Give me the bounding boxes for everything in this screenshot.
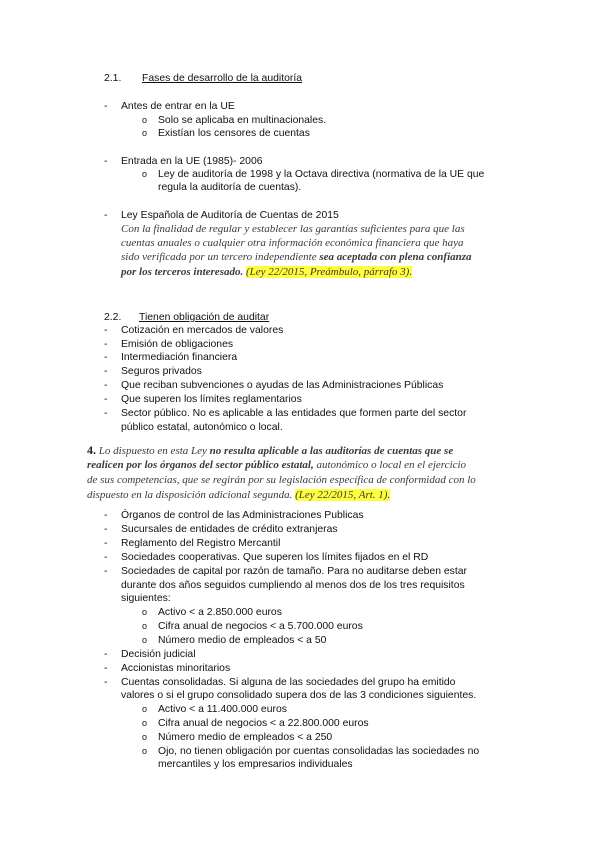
list-item: Que reciban subvenciones o ayudas de las Administraciones Públicas — [121, 380, 444, 391]
dash-bullet: - — [104, 552, 108, 563]
list-item: Sucursales de entidades de crédito extranjeras — [121, 524, 338, 535]
list-item: Ley Española de Auditoría de Cuentas de 2015 — [121, 210, 339, 221]
section-title-2-1: Fases de desarrollo de la auditoría — [142, 73, 302, 84]
article-quote-line: de sus competencias, que se regirán por su legislación específica de conformidad con lo — [87, 474, 476, 486]
list-item-cont: durante dos años seguidos cumpliendo al menos dos de los tres requisitos — [121, 580, 465, 591]
list-item-cont: siguientes: — [121, 593, 171, 604]
dash-bullet: - — [104, 408, 108, 419]
circle-bullet: o — [142, 635, 148, 645]
list-item: Antes de entrar en la UE — [121, 101, 235, 112]
circle-bullet: o — [142, 621, 148, 631]
dash-bullet: - — [104, 352, 108, 363]
sub-list-item: Número medio de empleados < a 250 — [158, 732, 333, 743]
dash-bullet: - — [104, 210, 108, 221]
article-quote-line: 4. Lo dispuesto en esta Ley no resulta aplicable a las auditorías de cuentas que se — [87, 443, 454, 457]
dash-bullet: - — [104, 325, 108, 336]
sub-list-item: Existían los censores de cuentas — [158, 128, 310, 139]
list-item-cont: valores o si el grupo consolidado supera dos de las 3 condiciones siguientes. — [121, 690, 477, 701]
quote-line: por los terceros interesado. (Ley 22/2015, Preámbulo, párrafo 3). — [121, 266, 413, 278]
circle-bullet: o — [142, 746, 148, 756]
dash-bullet: - — [104, 394, 108, 405]
sub-list-item: Activo < a 11.400.000 euros — [158, 704, 287, 715]
article-quote-line: realicen por los órganos del sector público estatal, autonómico o local en el ejercicio — [87, 459, 467, 471]
list-item: Accionistas minoritarios — [121, 663, 231, 674]
sub-list-item-cont: regula la auditoría de cuentas). — [158, 182, 302, 193]
section-number-2-1: 2.1. — [104, 73, 122, 84]
dash-bullet: - — [104, 663, 108, 674]
dash-bullet: - — [104, 649, 108, 660]
list-item: Decisión judicial — [121, 649, 196, 660]
circle-bullet: o — [142, 128, 148, 138]
list-item: Emisión de obligaciones — [121, 339, 234, 350]
circle-bullet: o — [142, 607, 148, 617]
list-item: Intermediación financiera — [121, 352, 238, 363]
sub-list-item: Activo < a 2.850.000 euros — [158, 607, 282, 618]
circle-bullet: o — [142, 732, 148, 742]
dash-bullet: - — [104, 339, 108, 350]
circle-bullet: o — [142, 115, 148, 125]
sub-list-item: Ley de auditoría de 1998 y la Octava directiva (normativa de la UE que — [158, 169, 485, 180]
citation-highlight: (Ley 22/2015, Preámbulo, párrafo 3). — [245, 266, 413, 278]
list-item: Sector público. No es aplicable a las entidades que formen parte del sector — [121, 408, 467, 419]
quote-line: sido verificada por un tercero independiente sea aceptada con plena confianza — [121, 251, 472, 263]
sub-list-item-cont: mercantiles y los empresarios individuales — [158, 759, 353, 770]
dash-bullet: - — [104, 524, 108, 535]
list-item: Entrada en la UE (1985)- 2006 — [121, 156, 263, 167]
list-item: Sociedades de capital por razón de tamaño. Para no auditarse deben estar — [121, 566, 468, 577]
section-number-2-2: 2.2. — [104, 312, 122, 323]
dash-bullet: - — [104, 510, 108, 521]
citation-highlight: (Ley 22/2015, Art. 1). — [295, 489, 391, 501]
quote-line: cuentas anuales o cualquier otra información económica financiera que haya — [121, 237, 464, 249]
dash-bullet: - — [104, 156, 108, 167]
dash-bullet: - — [104, 380, 108, 391]
list-item: Reglamento del Registro Mercantil — [121, 538, 281, 549]
section-title-2-2: Tienen obligación de auditar — [139, 312, 270, 323]
list-item: Cotización en mercados de valores — [121, 325, 284, 336]
dash-bullet: - — [104, 101, 108, 112]
sub-list-item: Ojo, no tienen obligación por cuentas consolidadas las sociedades no — [158, 746, 480, 757]
sub-list-item: Cifra anual de negocios < a 22.800.000 euros — [158, 718, 369, 729]
dash-bullet: - — [104, 538, 108, 549]
list-item: Que superen los límites reglamentarios — [121, 394, 302, 405]
sub-list-item: Cifra anual de negocios < a 5.700.000 euros — [158, 621, 363, 632]
list-item: Cuentas consolidadas. Si alguna de las sociedades del grupo ha emitido — [121, 677, 456, 688]
circle-bullet: o — [142, 718, 148, 728]
dash-bullet: - — [104, 566, 108, 577]
circle-bullet: o — [142, 704, 148, 714]
list-item-cont: público estatal, autonómico o local. — [121, 422, 283, 433]
sub-list-item: Número medio de empleados < a 50 — [158, 635, 327, 646]
list-item: Órganos de control de las Administraciones Publicas — [121, 510, 364, 521]
list-item: Sociedades cooperativas. Que superen los límites fijados en el RD — [121, 552, 429, 563]
sub-list-item: Solo se aplicaba en multinacionales. — [158, 115, 327, 126]
dash-bullet: - — [104, 366, 108, 377]
article-quote-line: dispuesto en la disposición adicional segunda. (Ley 22/2015, Art. 1). — [87, 489, 391, 501]
circle-bullet: o — [142, 169, 148, 179]
list-item: Seguros privados — [121, 366, 202, 377]
dash-bullet: - — [104, 677, 108, 688]
quote-line: Con la finalidad de regular y establecer las garantías suficientes para que las — [121, 223, 465, 235]
